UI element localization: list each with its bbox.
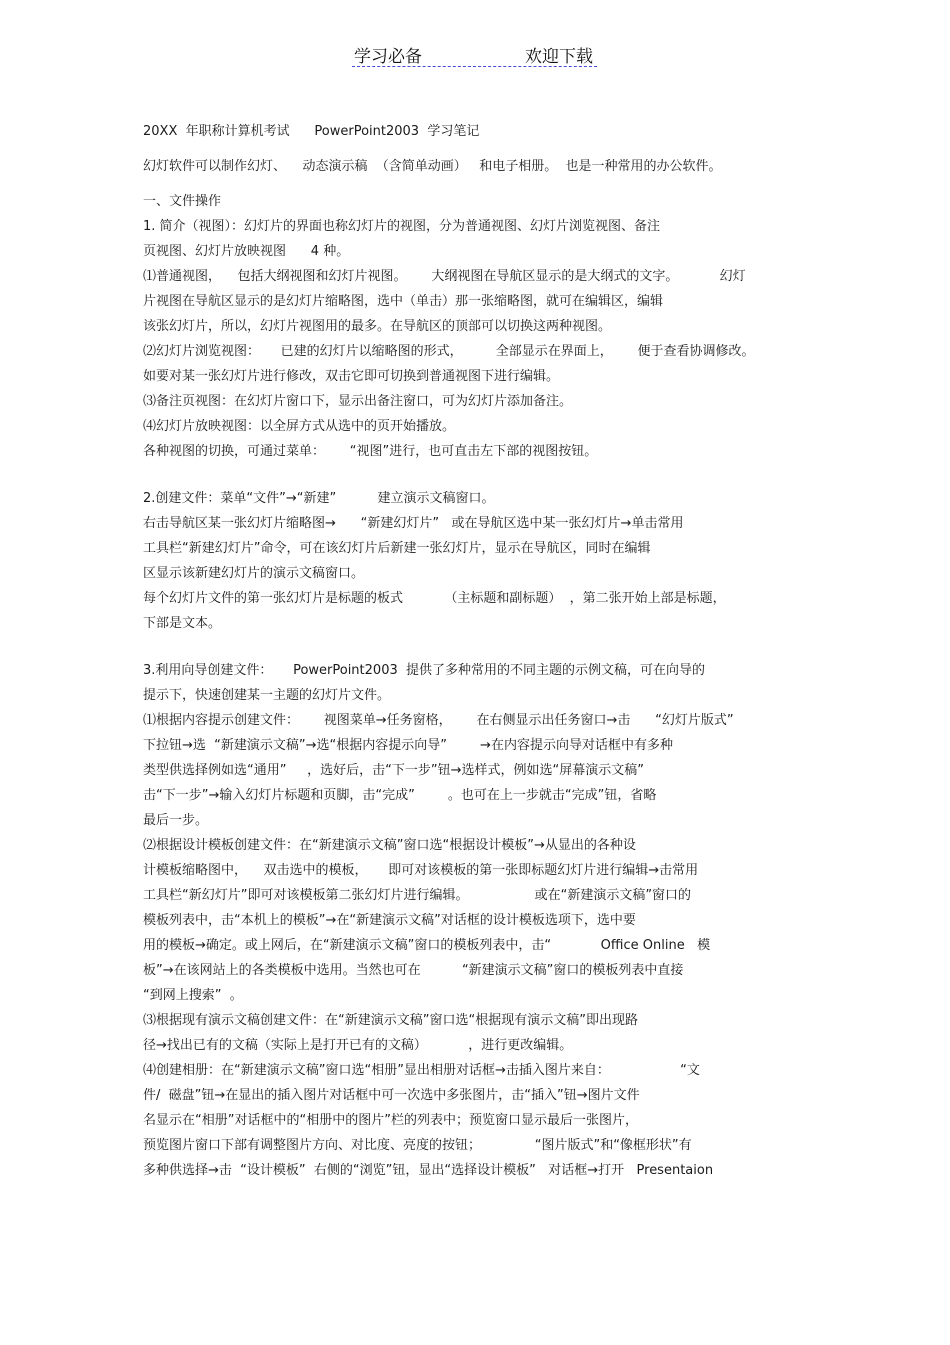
text-line: ⑷创建相册：在“新建演示文稿”窗口选“相册”显出相册对话框→击插入图片来自： “文: [143, 1063, 700, 1078]
text-line: 径→找出已有的文稿（实际上是打开已有的文稿） ，进行更改编辑。: [143, 1038, 573, 1053]
header-right-text: 欢迎下载: [525, 47, 593, 67]
text-line: ⑷幻灯片放映视图：以全屏方式从选中的页开始播放。: [143, 419, 456, 434]
text-line: “到网上搜索” 。: [143, 988, 243, 1003]
text-line: 右击导航区某一张幻灯片缩略图→ “新建幻灯片” 或在导航区选中某一张幻灯片→单击常用: [143, 516, 684, 531]
text-line: 板”→在该网站上的各类模板中选用。当然也可在 “新建演示文稿”窗口的模板列表中直接: [143, 963, 684, 978]
text-line: 类型供选择例如选“通用” ，选好后，击“下一步”钮→选样式，例如选“屏幕演示文稿”: [143, 763, 644, 778]
text-line: 最后一步。: [143, 813, 209, 828]
text-line: 每个幻灯片文件的第一张幻灯片是标题的板式 （主标题和副标题） ，第二张开始上部是标题，: [143, 591, 726, 606]
text-line: 如要对某一张幻灯片进行修改，双击它即可切换到普通视图下进行编辑。: [143, 369, 560, 384]
text-line: ⑵幻灯片浏览视图： 已建的幻灯片以缩略图的形式， 全部显示在界面上， 便于查看协调修改。: [143, 344, 755, 359]
text-line: ⑴普通视图， 包括大纲视图和幻灯片视图。 大纲视图在导航区显示的是大纲式的文字。 幻灯: [143, 269, 746, 284]
text-line: 计模板缩略图中， 双击选中的模板， 即可对该模板的第一张即标题幻灯片进行编辑→击常用: [143, 863, 699, 878]
header-left-text: 学习必备: [354, 47, 422, 67]
text-line: 页视图、幻灯片放映视图 4 种。: [143, 244, 350, 259]
text-line: 模板列表中，击“本机上的模板”→在“新建演示文稿”对话框的设计模板选项下，选中要: [143, 913, 636, 928]
text-line: 下部是文本。: [143, 616, 222, 631]
text-line: 多种供选择→击 “设计模板” 右侧的“浏览”钮，显出“选择设计模板” 对话框→打开 Presentaion: [143, 1163, 714, 1178]
text-line: 2.创建文件：菜单“文件”→“新建” 建立演示文稿窗口。: [143, 491, 495, 506]
text-line: ⑶备注页视图：在幻灯片窗口下，显示出备注窗口，可为幻灯片添加备注。: [143, 394, 573, 409]
text-line: 工具栏“新幻灯片”即可对该模板第二张幻灯片进行编辑。 或在“新建演示文稿”窗口的: [143, 888, 692, 903]
text-line: 件/ 磁盘”钮→在显出的插入图片对话框中可一次选中多张图片，击“插入”钮→图片文件: [143, 1088, 640, 1103]
text-line: ⑶根据现有演示文稿创建文件：在“新建演示文稿”窗口选“根据现有演示文稿”即出现路: [143, 1013, 638, 1028]
text-line: 预览图片窗口下部有调整图片方向、对比度、亮度的按钮； “图片版式”和“像框形状”有: [143, 1138, 692, 1153]
text-line: 名显示在“相册”对话框中的“相册中的图片”栏的列表中；预览窗口显示最后一张图片，: [143, 1113, 638, 1128]
document-title: 20XX 年职称计算机考试 PowerPoint2003 学习笔记: [143, 124, 480, 139]
text-line: ⑵根据设计模板创建文件：在“新建演示文稿”窗口选“根据设计模板”→从显出的各种设: [143, 838, 636, 853]
page-header: [352, 40, 597, 67]
text-line: 各种视图的切换，可通过菜单： “视图”进行，也可直击左下部的视图按钮。: [143, 444, 598, 459]
text-line: 用的模板→确定。或上网后，在“新建演示文稿”窗口的模板列表中，击“ Office Online 模: [143, 938, 711, 953]
text-line: 下拉钮→选 “新建演示文稿”→选“根据内容提示向导” →在内容提示向导对话框中有多种: [143, 738, 673, 753]
text-line: 3.利用向导创建文件： PowerPoint2003 提供了多种常用的不同主题的示例文稿，可在向导的: [143, 663, 705, 678]
intro-paragraph: 幻灯软件可以制作幻灯、 动态演示稿 （含简单动画） 和电子相册。 也是一种常用的办公软件。: [143, 159, 722, 174]
section-heading: 一、文件操作: [143, 194, 222, 209]
text-line: 区显示该新建幻灯片的演示文稿窗口。: [143, 566, 365, 581]
text-line: 工具栏“新建幻灯片”命令，可在该幻灯片后新建一张幻灯片，显示在导航区，同时在编辑: [143, 541, 651, 556]
text-line: 片视图在导航区显示的是幻灯片缩略图，选中（单击）那一张缩略图，就可在编辑区，编辑: [143, 294, 664, 309]
text-line: 1. 简介（视图）：幻灯片的界面也称幻灯片的视图，分为普通视图、幻灯片浏览视图、备注: [143, 219, 661, 234]
text-line: 该张幻灯片，所以，幻灯片视图用的最多。在导航区的顶部可以切换这两种视图。: [143, 319, 612, 334]
text-line: 击“下一步”→输入幻灯片标题和页脚，击“完成” 。也可在上一步就击“完成”钮，省略: [143, 788, 657, 803]
document-body: [143, 119, 823, 1183]
text-line: 提示下，快速创建某一主题的幻灯片文件。: [143, 688, 391, 703]
text-line: ⑴根据内容提示创建文件： 视图菜单→任务窗格， 在右侧显示出任务窗口→击 “幻灯片版式”: [143, 713, 734, 728]
